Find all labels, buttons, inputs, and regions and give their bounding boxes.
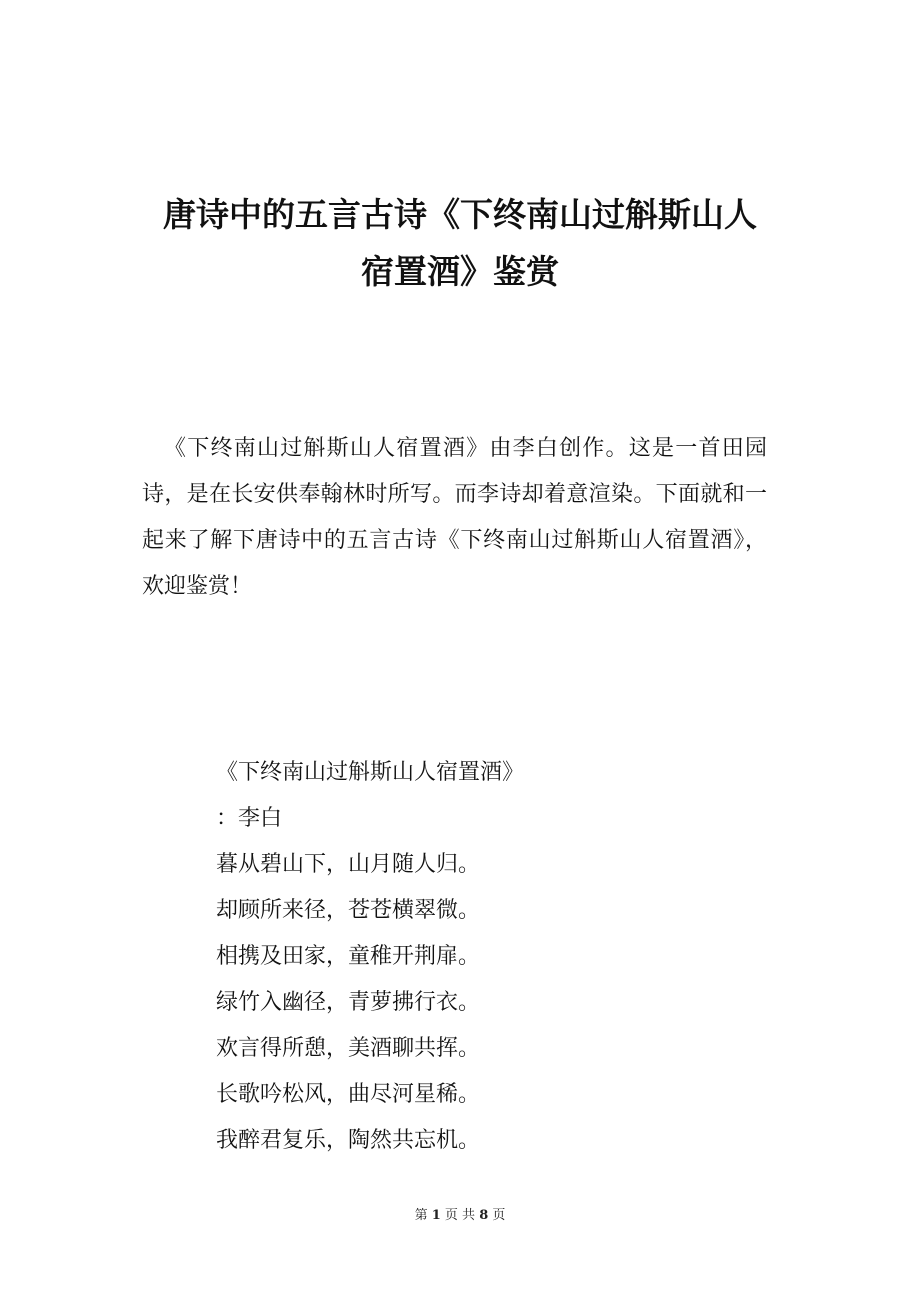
footer-current-page: 1 xyxy=(431,1208,441,1223)
page-footer xyxy=(0,1206,920,1226)
poem-line: 绿竹入幽径，青萝拂行衣。 xyxy=(216,990,481,1015)
intro-paragraph: 《下终南山过斛斯山人宿置酒》由李白创作。这是一首田园诗，是在长安供奉翰林时所写。而李诗却着意渲染。下面就和一起来了解下唐诗中的五言古诗《下终南山过斛斯山人宿置酒》，欢迎鉴赏！ xyxy=(142,436,767,599)
footer-suffix: 页 xyxy=(492,1208,506,1223)
poem-line: 欢言得所憩，美酒聊共挥。 xyxy=(216,1036,481,1061)
poem-line: 却顾所来径，苍苍横翠微。 xyxy=(216,898,481,923)
poem-line: 暮从碧山下，山月随人归。 xyxy=(216,852,481,877)
footer-middle: 页 共 xyxy=(444,1208,476,1223)
footer-prefix: 第 xyxy=(414,1208,428,1223)
intro-paragraph-block xyxy=(142,426,767,610)
poem-line: 我醉君复乐，陶然共忘机。 xyxy=(216,1128,481,1153)
poem-block xyxy=(216,750,736,1164)
document-title xyxy=(120,186,800,300)
title-line-1: 唐诗中的五言古诗《下终南山过斛斯山人 xyxy=(163,195,757,234)
footer-total-pages: 8 xyxy=(479,1208,489,1223)
poem-line: 相携及田家，童稚开荆扉。 xyxy=(216,944,481,969)
poem-line: 长歌吟松风，曲尽河星稀。 xyxy=(216,1082,481,1107)
poem-author: ：李白 xyxy=(216,806,283,831)
poem-title: 《下终南山过斛斯山人宿置酒》 xyxy=(216,760,525,785)
title-line-2: 宿置酒》鉴赏 xyxy=(361,252,559,291)
